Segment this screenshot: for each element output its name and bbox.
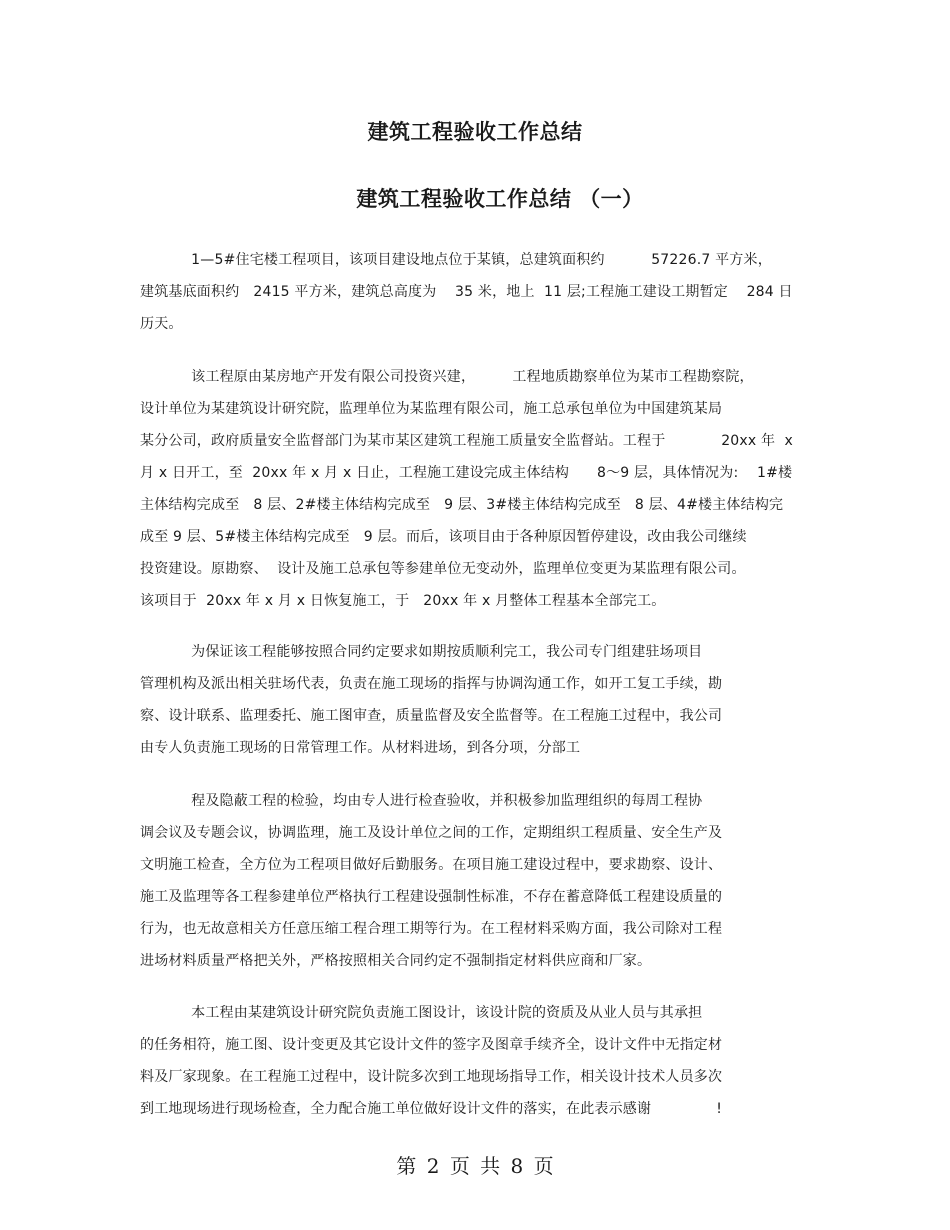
paragraph-line: 行为，也无故意相关方任意压缩工程合理工期等行为。在工程材料采购方面，我公司除对工程 [140, 921, 723, 937]
paragraph-line: 投资建设。原勘察、 设计及施工总承包等参建单位无变动外，监理单位变更为某监理有限公司。 [140, 561, 746, 577]
paragraph-line: 料及厂家现象。在工程施工过程中，设计院多次到工地现场指导工作，相关设计技术人员多次 [140, 1069, 723, 1085]
paragraph-line: 主体结构完成至 8 层、2#楼主体结构完成至 9 层、3#楼主体结构完成至 8 层、4#楼主体结构完 [140, 497, 784, 513]
paragraph-3 [140, 636, 820, 764]
paragraph-line: 1—5#住宅楼工程项目，该项目建设地点位于某镇，总建筑面积约 57226.7 平方米， [140, 252, 772, 268]
paragraph-line: 程及隐蔽工程的检验，均由专人进行检查验收，并积极参加监理组织的每周工程协 [140, 793, 703, 809]
paragraph-line: 调会议及专题会议，协调监理，施工及设计单位之间的工作，定期组织工程质量、安全生产及 [140, 825, 723, 841]
document-subtitle: 建筑工程验收工作总结 （一） [356, 187, 644, 211]
paragraph-line: 该工程原由某房地产开发有限公司投资兴建， 工程地质勘察单位为某市工程勘察院， [140, 369, 754, 385]
paragraph-line: 察、设计联系、监理委托、施工图审查，质量监督及安全监督等。在工程施工过程中，我公司 [140, 708, 723, 724]
paragraph-5 [140, 997, 820, 1125]
paragraph-line: 施工及监理等各工程参建单位严格执行工程建设强制性标准，不存在蓄意降低工程建设质量的 [140, 889, 723, 905]
paragraph-line: 管理机构及派出相关驻场代表，负责在施工现场的指挥与协调沟通工作，如开工复工手续，勘 [140, 676, 723, 692]
paragraph-line: 某分公司，政府质量安全监督部门为某市某区建筑工程施工质量安全监督站。工程于 20xx 年 x [140, 433, 794, 449]
paragraph-line: 本工程由某建筑设计研究院负责施工图设计，该设计院的资质及从业人员与其承担 [140, 1005, 703, 1021]
paragraph-line: 进场材料质量严格把关外，严格按照相关合同约定不强制指定材料供应商和厂家。 [140, 953, 652, 969]
paragraph-1 [140, 244, 820, 340]
paragraph-line: 由专人负责施工现场的日常管理工作。从材料进场，到各分项，分部工 [140, 740, 581, 756]
paragraph-line: 到工地现场进行现场检查，全力配合施工单位做好设计文件的落实，在此表示感谢 ! [140, 1101, 723, 1117]
document-title: 建筑工程验收工作总结 [367, 120, 583, 144]
paragraph-line: 为保证该工程能够按照合同约定要求如期按质顺利完工，我公司专门组建驻场项目 [140, 644, 703, 660]
paragraph-line: 该项目于 20xx 年 x 月 x 日恢复施工，于 20xx 年 x 月整体工程基本全部完工。 [140, 593, 666, 609]
paragraph-line: 月 x 日开工，至 20xx 年 x 月 x 日止，工程施工建设完成主体结构 8～9 层，具体情况为: 1#楼 [140, 465, 793, 481]
paragraph-line: 设计单位为某建筑设计研究院，监理单位为某监理有限公司，施工总承包单位为中国建筑某局 [140, 401, 723, 417]
paragraph-line: 的任务相符，施工图、设计变更及其它设计文件的签字及图章手续齐全，设计文件中无指定材 [140, 1037, 723, 1053]
paragraph-2 [140, 361, 820, 617]
paragraph-line: 成至 9 层、5#楼主体结构完成至 9 层。而后，该项目由于各种原因暂停建设，改由我公司继续 [140, 529, 747, 545]
paragraph-line: 历天。 [140, 316, 183, 332]
paragraph-4 [140, 785, 820, 977]
page-number-footer: 第 2 页 共 8 页 [396, 1154, 554, 1178]
paragraph-line: 建筑基底面积约 2415 平方米，建筑总高度为 35 米，地上 11 层;工程施工建设工期暂定 284 日 [140, 284, 793, 300]
paragraph-line: 文明施工检查，全方位为工程项目做好后勤服务。在项目施工建设过程中，要求勘察、设计、 [140, 857, 723, 873]
